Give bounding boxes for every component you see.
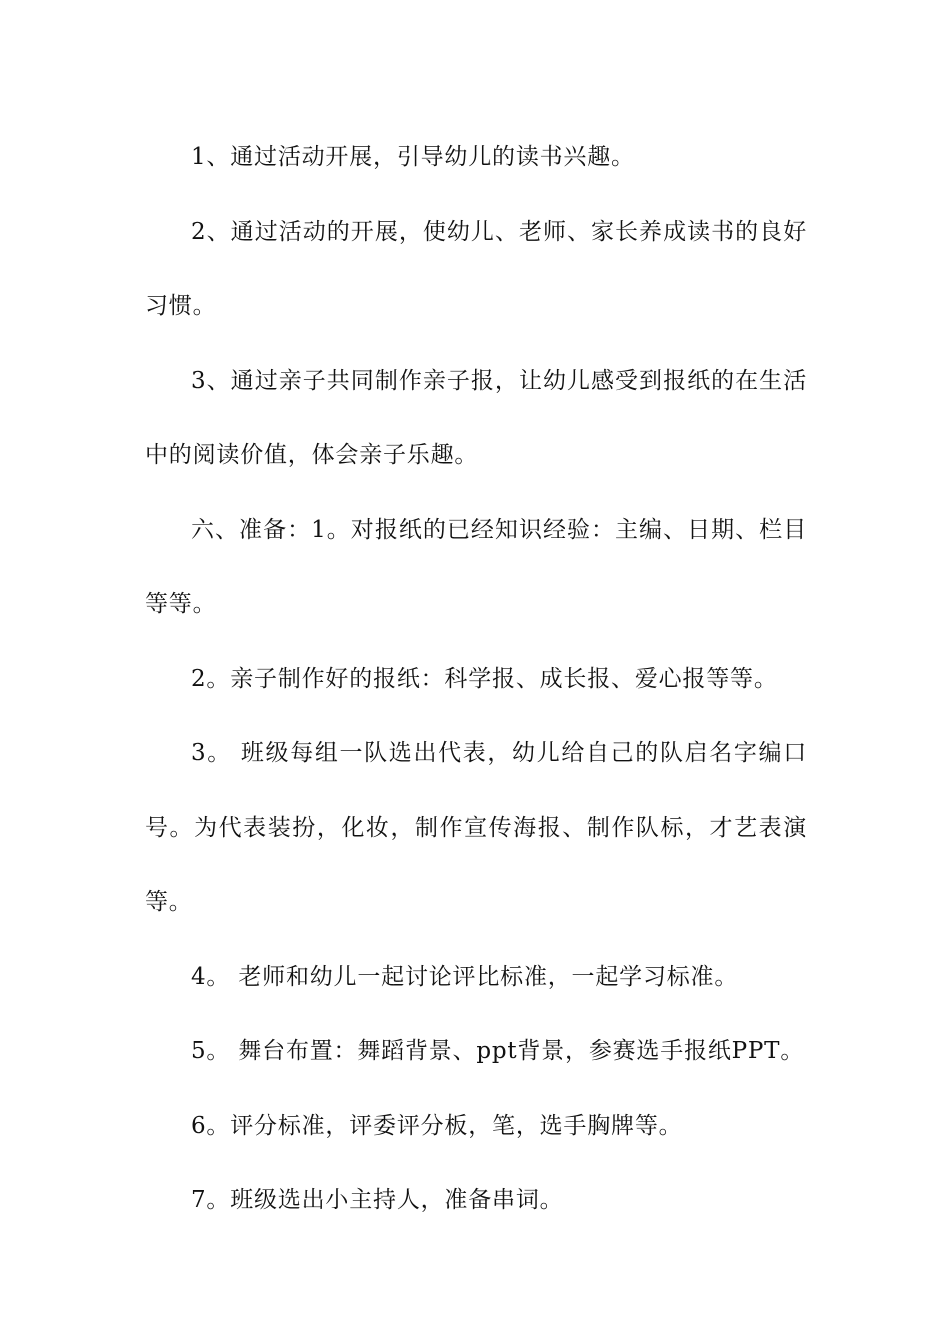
paragraph-preparation-1: 六、准备：1。对报纸的已经知识经验：主编、日期、栏目等等。 [145, 516, 807, 617]
paragraph-preparation-5: 5。 舞台布置：舞蹈背景、ppt背景，参赛选手报纸PPT。 [191, 1038, 805, 1064]
paragraph-goal-2: 2、通过活动的开展，使幼儿、老师、家长养成读书的良好习惯。 [145, 218, 807, 319]
paragraph-preparation-4: 4。 老师和幼儿一起讨论评比标准，一起学习标准。 [191, 963, 739, 990]
paragraph-goal-3: 3、通过亲子共同制作亲子报，让幼儿感受到报纸的在生活中的阅读价值，体会亲子乐趣。 [145, 367, 807, 468]
paragraph-preparation-6: 6。评分标准，评委评分板，笔，选手胸牌等。 [191, 1112, 683, 1139]
document-body [145, 120, 807, 1238]
paragraph-preparation-3: 3。 班级每组一队选出代表，幼儿给自己的队启名字编口号。为代表装扮，化妆，制作宣传海报、制作队标，才艺表演等。 [145, 740, 807, 915]
paragraph-goal-1: 1、通过活动开展，引导幼儿的读书兴趣。 [191, 144, 635, 170]
paragraph-preparation-2: 2。亲子制作好的报纸：科学报、成长报、爱心报等等。 [191, 665, 778, 692]
paragraph-preparation-7: 7。班级选出小主持人，准备串词。 [191, 1187, 564, 1213]
